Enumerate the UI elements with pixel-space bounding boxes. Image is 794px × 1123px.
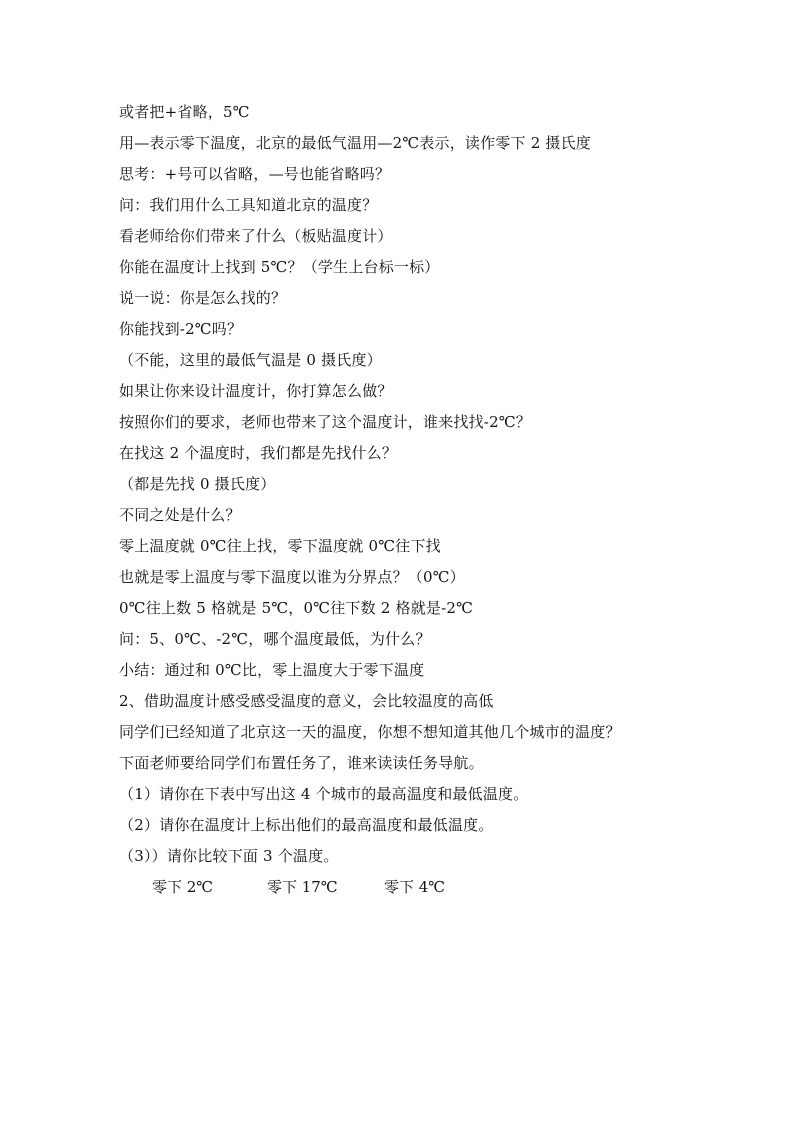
text-line: 用—表示零下温度，北京的最低气温用—2℃表示，读作零下 2 摄氏度 (119, 134, 592, 152)
temperature-item: 零下 17℃ (267, 878, 338, 896)
text-line: 或者把+省略，5℃ (119, 103, 250, 121)
task-item: （2）请你在温度计上标出他们的最高温度和最低温度。 (119, 816, 494, 834)
text-line: （都是先找 0 摄氏度） (119, 475, 276, 493)
text-line: 看老师给你们带来了什么（板贴温度计） (119, 227, 393, 245)
temperature-list (119, 872, 679, 903)
text-line: （不能，这里的最低气温是 0 摄氏度） (119, 351, 382, 369)
text-line: 你能在温度计上找到 5℃？（学生上台标一标） (119, 258, 440, 276)
text-line: 也就是零上温度与零下温度以谁为分界点？（0℃） (119, 568, 465, 586)
text-line: 如果让你来设计温度计，你打算怎么做？ (119, 382, 393, 400)
text-line: 小结：通过和 0℃比，零上温度大于零下温度 (119, 661, 425, 679)
text-line: 0℃往上数 5 格就是 5℃，0℃往下数 2 格就是-2℃ (119, 599, 474, 617)
text-line: 问：5、0℃、-2℃，哪个温度最低，为什么？ (119, 630, 431, 648)
temperature-item: 零下 2℃ (152, 878, 214, 896)
task-item: （3））请你比较下面 3 个温度。 (119, 847, 339, 865)
text-line: 零上温度就 0℃往上找，零下温度就 0℃往下找 (119, 537, 441, 555)
section-heading: 2、借助温度计感受感受温度的意义，会比较温度的高低 (119, 692, 494, 710)
document-body (119, 97, 679, 903)
text-line: 说一说：你是怎么找的？ (119, 289, 287, 307)
text-line: 在找这 2 个温度时，我们都是先找什么？ (119, 444, 398, 462)
text-line: 按照你们的要求，老师也带来了这个温度计，谁来找找-2℃？ (119, 413, 531, 431)
text-line: 不同之处是什么？ (119, 506, 241, 524)
text-line: 同学们已经知道了北京这一天的温度，你想不想知道其他几个城市的温度？ (119, 723, 621, 741)
temperature-item: 零下 4℃ (384, 878, 446, 896)
text-line: 问：我们用什么工具知道北京的温度？ (119, 196, 378, 214)
task-item: （1）请你在下表中写出这 4 个城市的最高温度和最低温度。 (119, 785, 529, 803)
text-line: 思考：+号可以省略，—号也能省略吗？ (119, 165, 391, 183)
text-line: 下面老师要给同学们布置任务了，谁来读读任务导航。 (119, 754, 484, 772)
text-line: 你能找到-2℃吗？ (119, 320, 243, 338)
